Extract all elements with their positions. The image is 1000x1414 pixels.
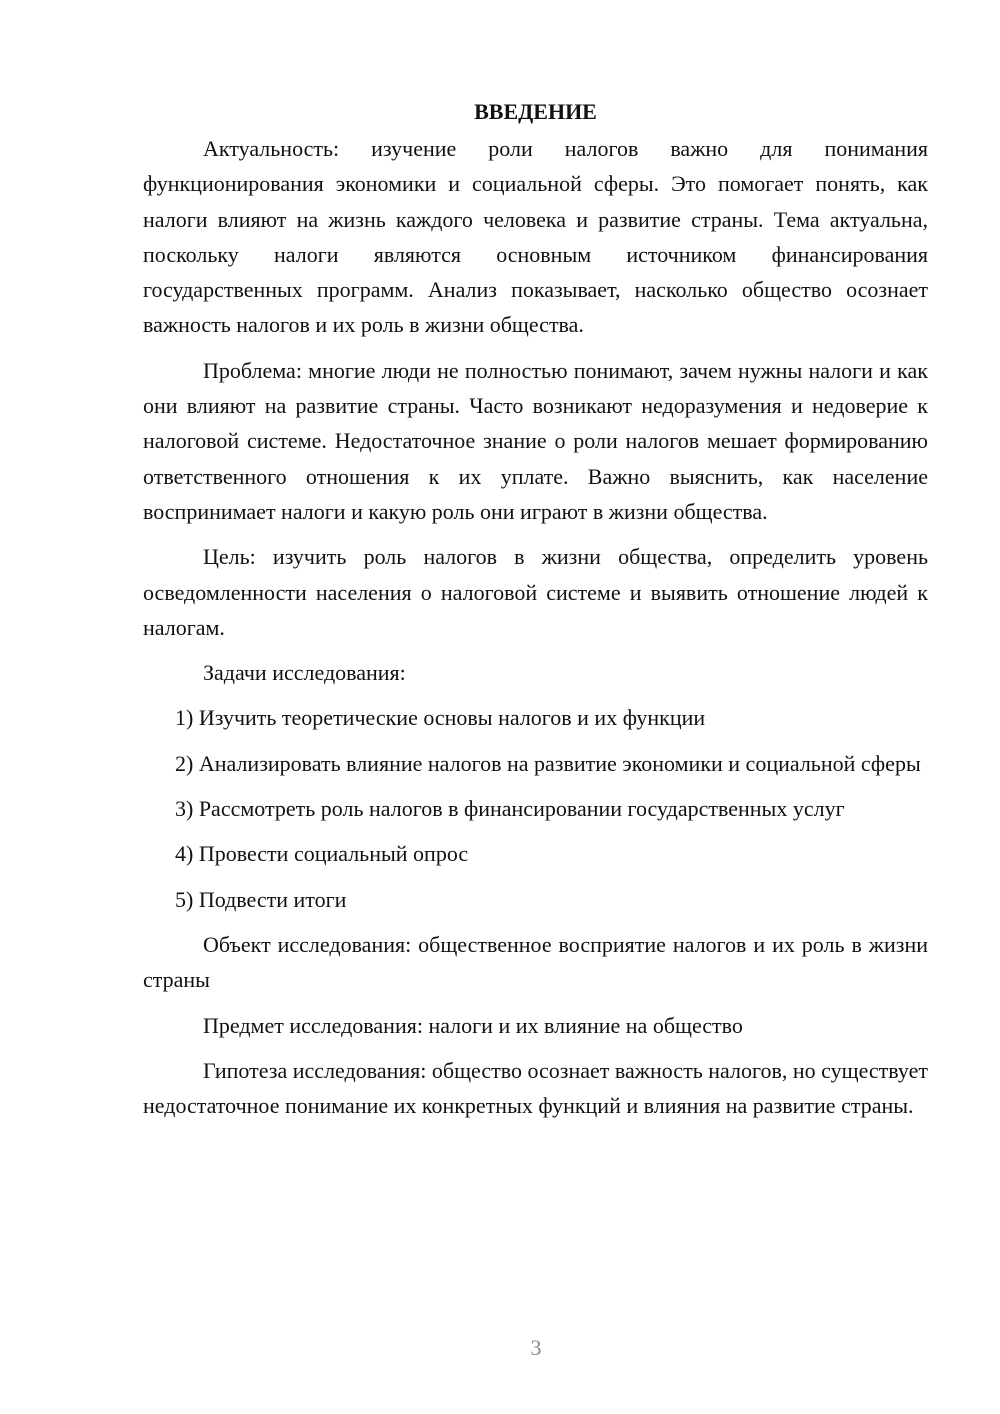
object-paragraph: Объект исследования: общественное восприятие налогов и их роль в жизни страны [143, 931, 928, 993]
relevance-paragraph: Актуальность: изучение роли налогов важно для понимания функционирования экономики и социальной сферы. Это помогает понять, как налоги влияют на жизнь каждого человека и развитие страны. Тема актуальна, поскольку налоги являются основным источником финансирования государственных программ. Анализ показывает, насколько общество осознает важность налогов и их роль в жизни общества. [143, 136, 928, 338]
document-page [143, 94, 928, 1133]
task-item-5: 5) Подвести итоги [175, 886, 347, 912]
problem-paragraph: Проблема: многие люди не полностью понимают, зачем нужны налоги и как они влияют на развитие страны. Часто возникают недоразумения и недоверие к налоговой системе. Недостаточное знание о роли налогов мешает формированию ответственного отношения к их уплате. Важно выяснить, как население воспринимает налоги и какую роль они играют в жизни общества. [143, 357, 928, 524]
task-item-4: 4) Провести социальный опрос [175, 841, 469, 867]
hypothesis-paragraph: Гипотеза исследования: общество осознает важность налогов, но существует недостаточное понимание их конкретных функций и влияния на развитие страны. [143, 1057, 928, 1119]
page-number: 3 [530, 1335, 542, 1360]
task-item-1: 1) Изучить теоретические основы налогов и их функции [175, 705, 706, 731]
task-item-2: 2) Анализировать влияние налогов на развитие экономики и социальной сферы [175, 750, 921, 776]
task-item-3: 3) Рассмотреть роль налогов в финансировании государственных услуг [175, 796, 845, 822]
goal-paragraph: Цель: изучить роль налогов в жизни общества, определить уровень осведомленности населения о налоговой системе и выявить отношение людей к налогам. [143, 544, 928, 640]
document-title: ВВЕДЕНИЕ [474, 99, 597, 124]
tasks-heading: Задачи исследования: [203, 660, 406, 686]
subject-paragraph: Предмет исследования: налоги и их влияние на общество [203, 1012, 743, 1038]
